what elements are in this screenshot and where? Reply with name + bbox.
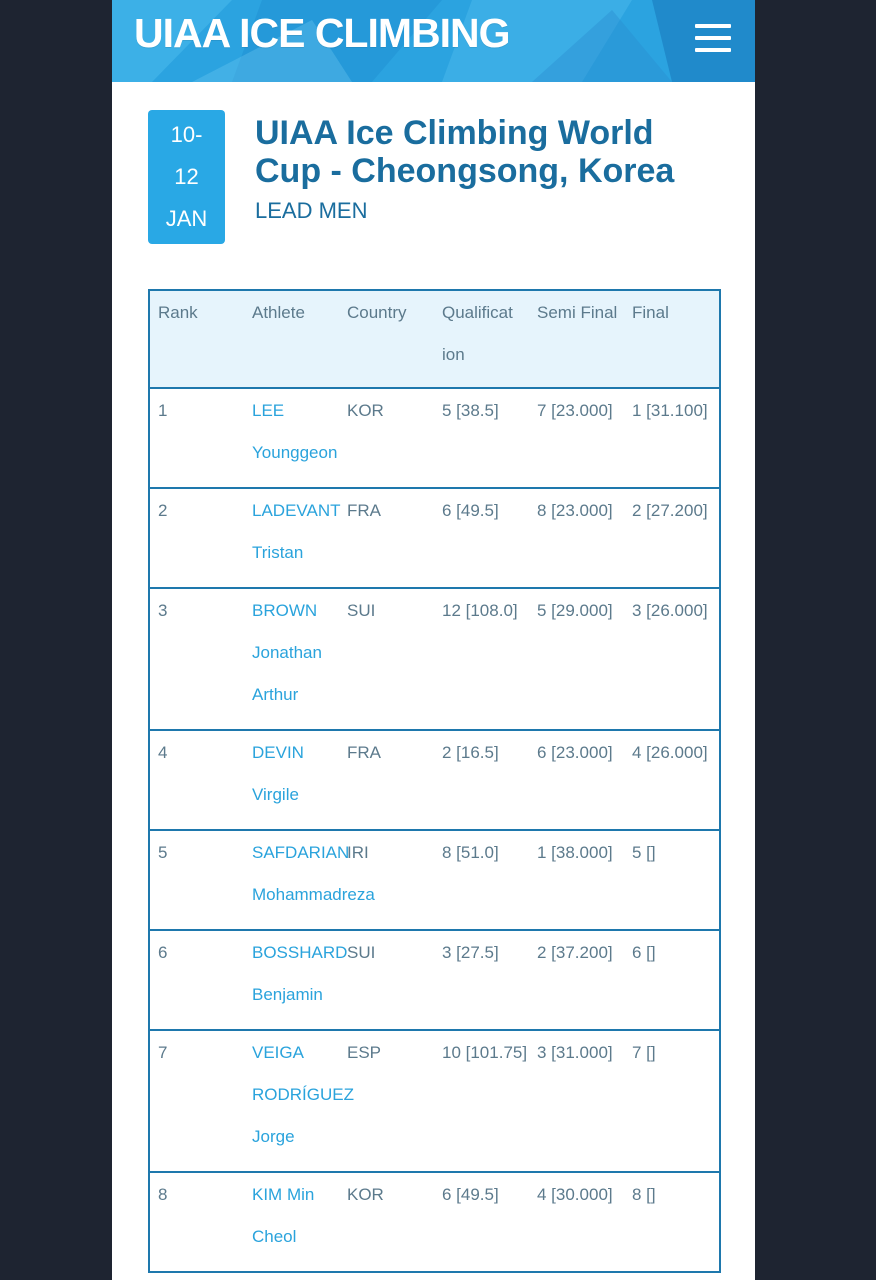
header-rank: Rank [149,290,244,388]
cell-semi-final: 4 [30.000] [529,1172,624,1272]
cell-rank: 1 [149,388,244,488]
cell-rank: 6 [149,930,244,1030]
table-row [149,730,720,830]
cell-final: 7 [] [624,1030,720,1172]
athlete-link[interactable]: DEVIN Virgile [244,730,339,830]
cell-country: SUI [339,588,434,730]
results-table [148,289,721,1273]
cell-final: 5 [] [624,830,720,930]
table-row [149,830,720,930]
table-row [149,388,720,488]
date-month: JAN [165,206,208,231]
cell-qualification: 6 [49.5] [434,488,529,588]
cell-country: FRA [339,488,434,588]
header-athlete: Athlete [244,290,339,388]
hamburger-menu-icon[interactable] [684,16,732,60]
site-logo[interactable]: UIAA ICE CLIMBING [134,10,510,56]
cell-final: 4 [26.000] [624,730,720,830]
cell-final: 8 [] [624,1172,720,1272]
cell-country: IRI [339,830,434,930]
cell-qualification: 10 [101.75] [434,1030,529,1172]
athlete-link[interactable]: LEE Younggeon [244,388,339,488]
table-row [149,588,720,730]
cell-final: 1 [31.100] [624,388,720,488]
cell-semi-final: 3 [31.000] [529,1030,624,1172]
event-title: UIAA Ice Climbing World Cup - Cheongsong, Korea [255,114,675,190]
cell-rank: 3 [149,588,244,730]
page [112,0,755,1280]
cell-country: FRA [339,730,434,830]
cell-qualification: 5 [38.5] [434,388,529,488]
header-final: Final [624,290,720,388]
cell-semi-final: 2 [37.200] [529,930,624,1030]
cell-rank: 7 [149,1030,244,1172]
cell-final: 2 [27.200] [624,488,720,588]
cell-country: SUI [339,930,434,1030]
cell-qualification: 3 [27.5] [434,930,529,1030]
cell-country: KOR [339,1172,434,1272]
cell-qualification: 6 [49.5] [434,1172,529,1272]
cell-rank: 4 [149,730,244,830]
date-day-end: 12 [174,164,199,189]
cell-semi-final: 6 [23.000] [529,730,624,830]
cell-final: 6 [] [624,930,720,1030]
athlete-link[interactable]: KIM Min Cheol [244,1172,339,1272]
table-header-row [149,290,720,388]
athlete-link[interactable]: BOSSHARD Benjamin [244,930,339,1030]
athlete-link[interactable]: VEIGA RODRÍGUEZ Jorge [244,1030,339,1172]
table-row [149,1172,720,1272]
header-country: Country [339,290,434,388]
cell-country: ESP [339,1030,434,1172]
cell-semi-final: 5 [29.000] [529,588,624,730]
header-semi-final: Semi Final [529,290,624,388]
event-date-badge [148,110,225,244]
table-row [149,930,720,1030]
header-qualification: Qualificat ion [434,290,529,388]
table-row [149,1030,720,1172]
date-day-start: 10- [170,122,203,147]
athlete-link[interactable]: SAFDARIAN Mohammadreza [244,830,339,930]
cell-qualification: 12 [108.0] [434,588,529,730]
site-header [112,0,755,82]
cell-qualification: 8 [51.0] [434,830,529,930]
cell-qualification: 2 [16.5] [434,730,529,830]
table-row [149,488,720,588]
athlete-link[interactable]: BROWN Jonathan Arthur [244,588,339,730]
cell-final: 3 [26.000] [624,588,720,730]
cell-rank: 2 [149,488,244,588]
cell-rank: 5 [149,830,244,930]
cell-semi-final: 7 [23.000] [529,388,624,488]
cell-country: KOR [339,388,434,488]
cell-semi-final: 1 [38.000] [529,830,624,930]
cell-semi-final: 8 [23.000] [529,488,624,588]
cell-rank: 8 [149,1172,244,1272]
event-category: LEAD MEN [255,198,368,223]
athlete-link[interactable]: LADEVANT Tristan [244,488,339,588]
